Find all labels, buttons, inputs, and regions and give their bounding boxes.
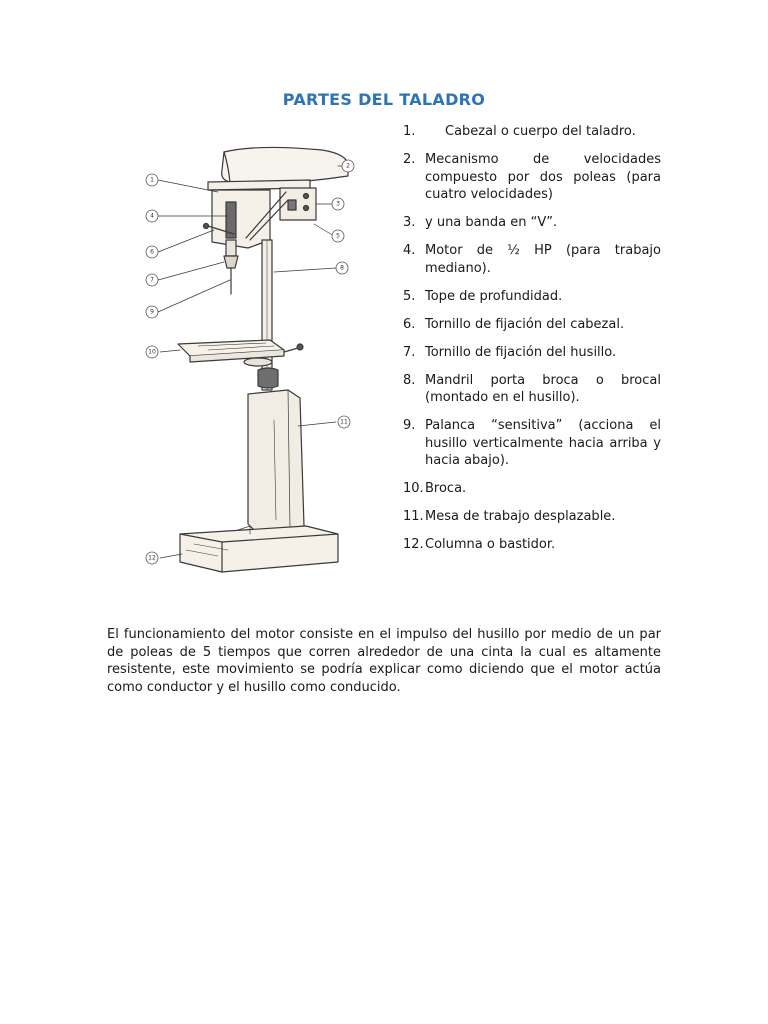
list-item xyxy=(403,508,661,526)
list-item-number: 8. xyxy=(403,372,416,388)
page-title: PARTES DEL TALADRO xyxy=(282,90,486,109)
list-item-number: 6. xyxy=(403,316,416,332)
drill-press-drawing xyxy=(138,130,378,592)
list-item-number: 4. xyxy=(403,243,416,258)
list-item xyxy=(403,242,661,277)
list-item xyxy=(403,123,661,141)
list-item-number: 2. xyxy=(403,152,416,167)
list-item xyxy=(403,316,661,334)
list-item xyxy=(403,214,661,232)
callout-4: 4 xyxy=(150,212,154,220)
callout-1: 1 xyxy=(150,176,154,184)
list-item-text: Tornillo de fijación del cabezal. xyxy=(425,316,625,332)
list-item-text: Broca. xyxy=(425,481,467,496)
callout-6: 6 xyxy=(150,248,154,256)
callout-9: 9 xyxy=(150,308,154,316)
drill-press-illustration xyxy=(138,130,378,592)
list-item-number: 1. xyxy=(403,124,416,139)
list-item-text: Mesa de trabajo desplazable. xyxy=(425,509,616,524)
list-item-text: Mecanismo de velocidades compuesto por dos poleas (para cuatro velocidades) xyxy=(425,152,661,202)
list-item xyxy=(403,372,661,407)
list-item-number: 7. xyxy=(403,344,416,360)
callout-5: 5 xyxy=(336,232,340,240)
list-item xyxy=(403,417,661,470)
list-item-number: 3. xyxy=(403,215,416,230)
callout-2: 2 xyxy=(346,162,350,170)
list-item xyxy=(403,344,661,362)
parts-list xyxy=(403,123,661,564)
callout-3: 3 xyxy=(336,200,340,208)
list-item xyxy=(403,536,661,554)
callout-10: 10 xyxy=(148,348,156,356)
list-item-text: y una banda en “V”. xyxy=(425,215,558,230)
list-item-text: Tope de profundidad. xyxy=(425,288,563,304)
list-item-number: 9. xyxy=(403,418,416,433)
list-item-text: Palanca “sensitiva” (acciona el husillo verticalmente hacia arriba y hacia abajo). xyxy=(425,418,661,468)
callout-8: 8 xyxy=(340,264,344,272)
list-item-text: Columna o bastidor. xyxy=(425,537,556,552)
list-item-number: 11. xyxy=(403,509,424,524)
callout-11: 11 xyxy=(340,418,348,426)
list-item xyxy=(403,288,661,306)
list-item-text: Tornillo de fijación del husillo. xyxy=(425,344,617,360)
body-paragraph: El funcionamiento del motor consiste en el impulso del husillo por medio de un par de poleas de 5 tiempos que corren alrededor de una cinta la cual es altamente resistente, este movimiento se podría explicar como diciendo que el motor actúa como conductor y el husillo como conducido. xyxy=(107,627,661,695)
list-item-number: 5. xyxy=(403,288,416,304)
list-item-number: 10. xyxy=(403,481,424,496)
list-item-text: Mandril porta broca o brocal (montado en el husillo). xyxy=(425,372,661,405)
list-item-text: Cabezal o cuerpo del taladro. xyxy=(445,124,636,139)
callout-7: 7 xyxy=(150,276,154,284)
list-item-text: Motor de ½ HP (para trabajo mediano). xyxy=(425,243,661,276)
list-item xyxy=(403,480,661,498)
list-item xyxy=(403,151,661,204)
callout-12: 12 xyxy=(148,554,156,562)
list-item-number: 12. xyxy=(403,537,424,552)
